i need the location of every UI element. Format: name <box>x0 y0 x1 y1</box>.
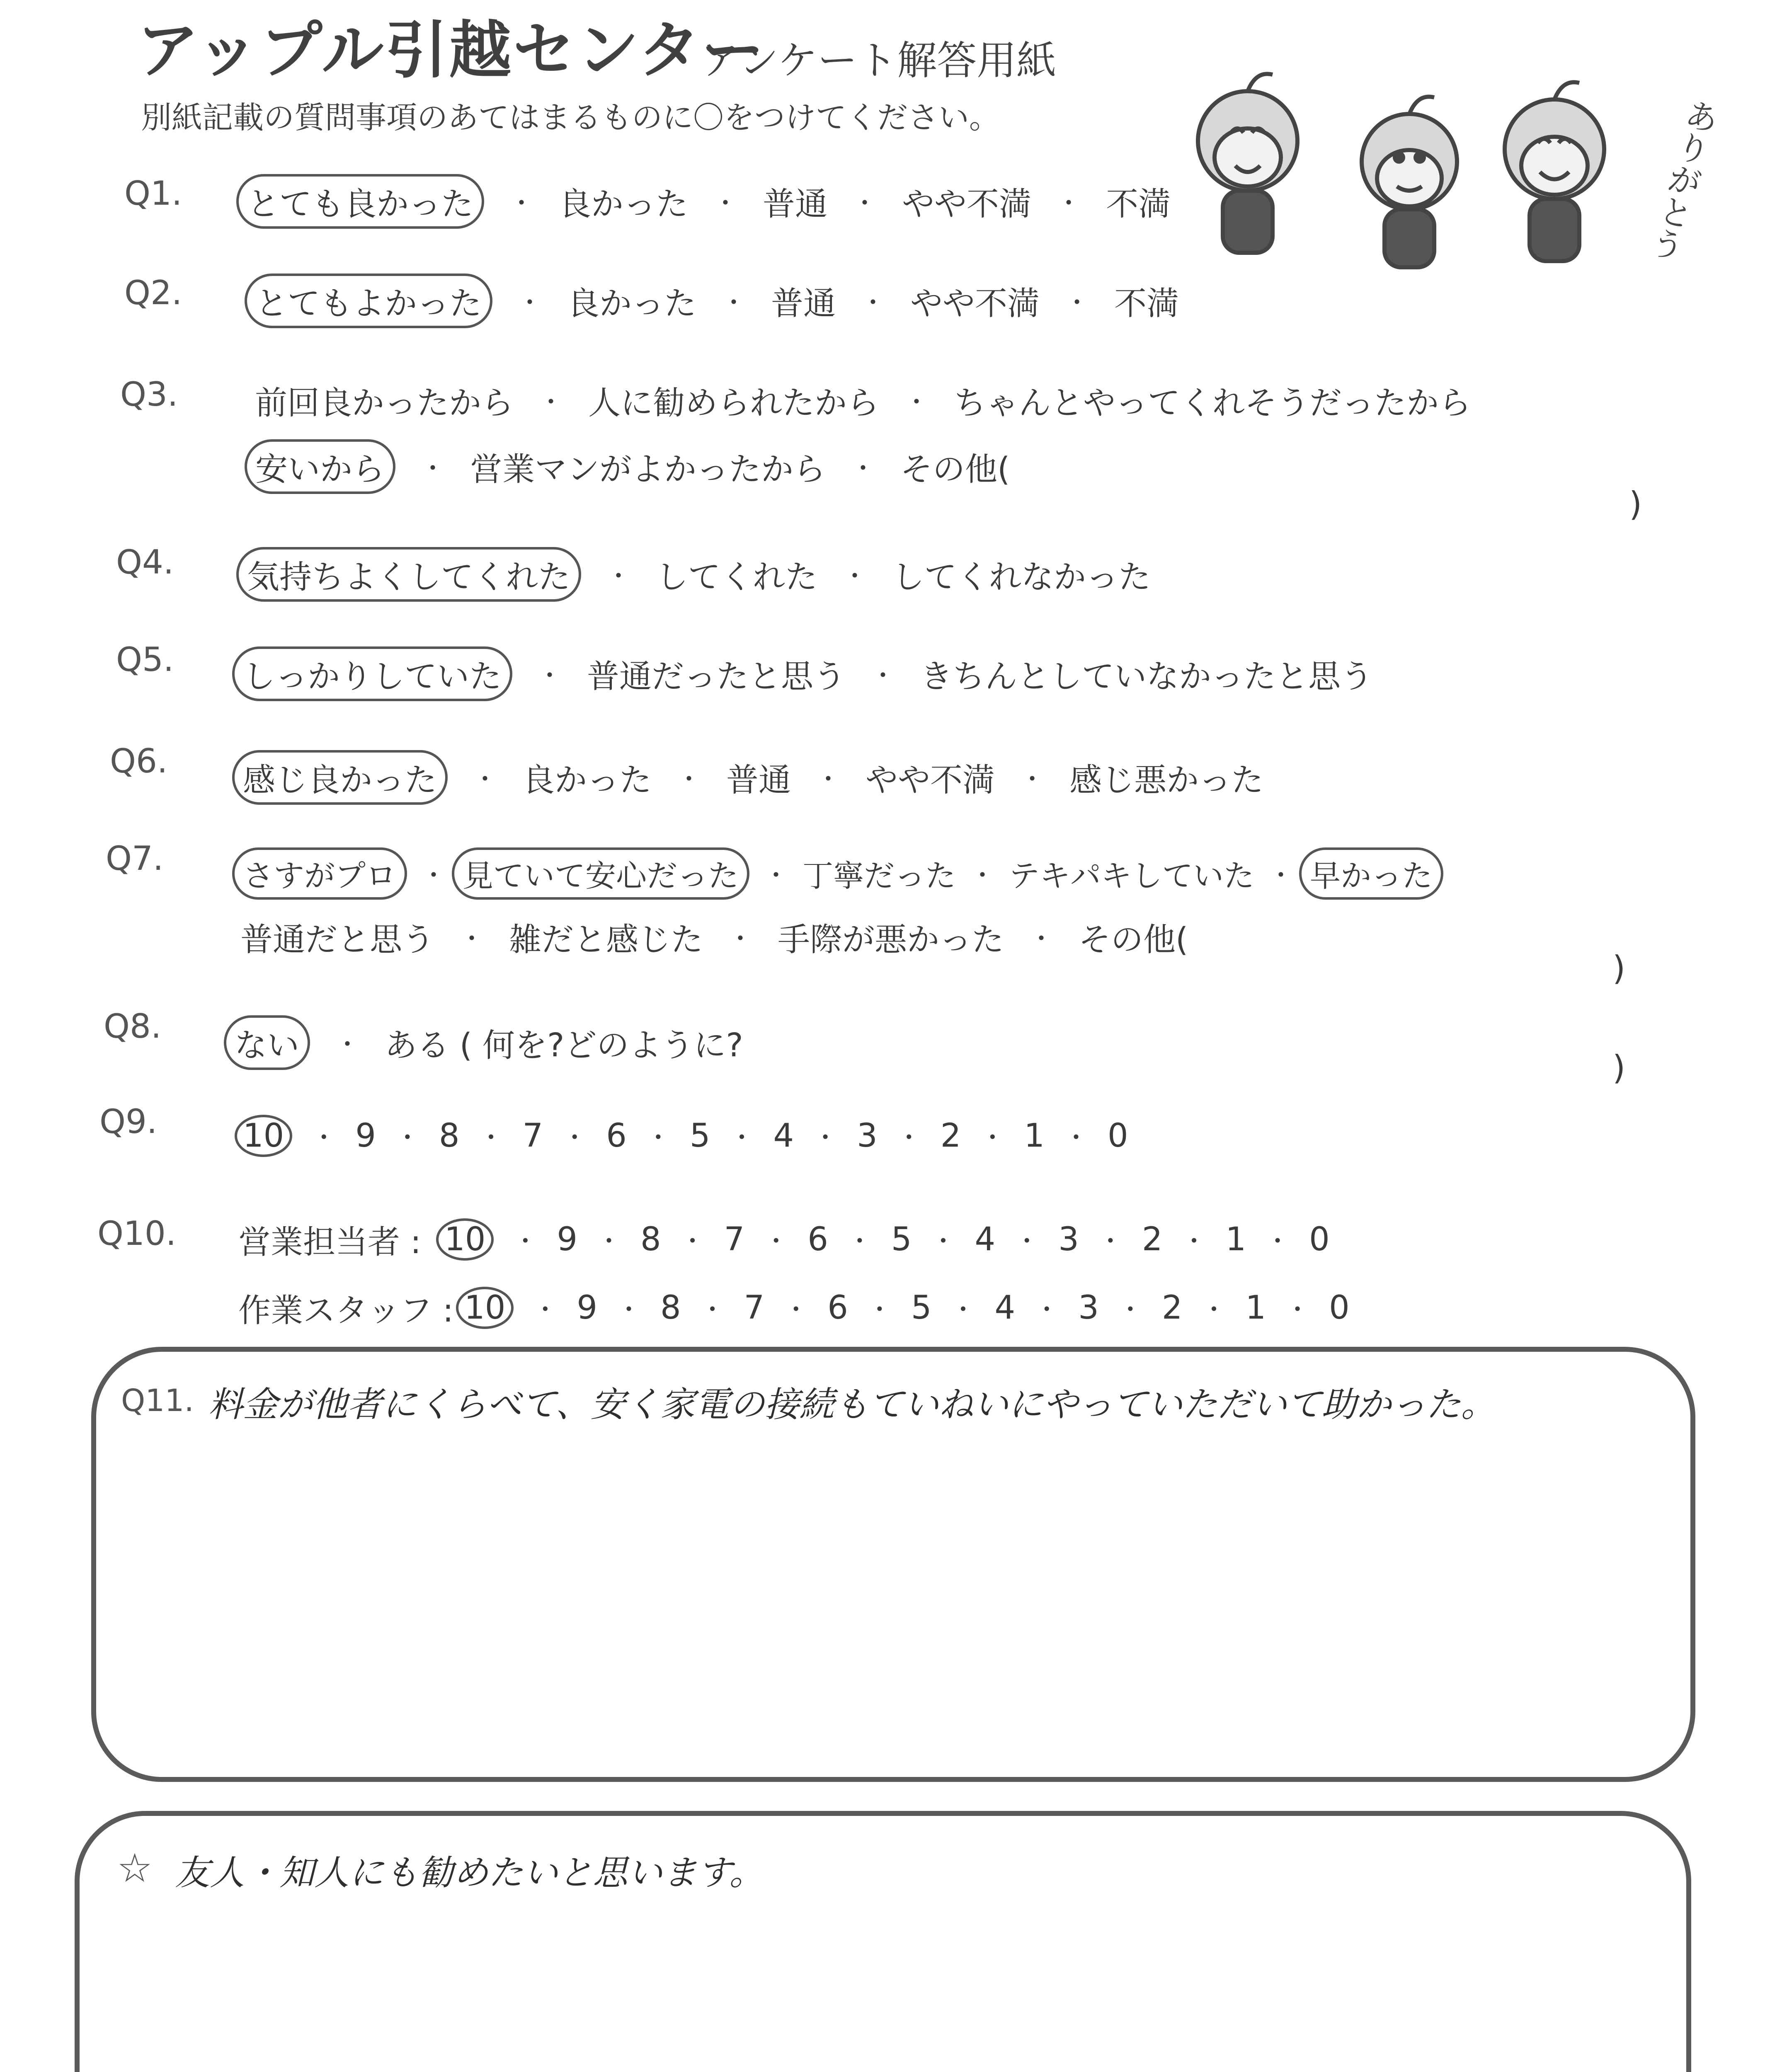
q10-sales-score-0[interactable]: 0 <box>1309 1221 1330 1258</box>
recommend-answer: 友人・知人にも勧めたいと思います。 <box>175 1852 764 1893</box>
q10-sales-score-2[interactable]: 2 <box>1142 1221 1163 1258</box>
q10-sales-score-6[interactable]: 6 <box>807 1221 828 1258</box>
q9-score-5[interactable]: 5 <box>689 1117 710 1155</box>
q10-staff-score-1[interactable]: 1 <box>1245 1289 1266 1326</box>
q5-option-3[interactable]: きちんとしていなかったと思う <box>920 658 1373 695</box>
q9-score-4[interactable]: 4 <box>773 1117 794 1155</box>
q1-option-5[interactable]: 不満 <box>1106 186 1171 223</box>
q6-option-3[interactable]: 普通 <box>726 762 791 799</box>
q10-staff-score-9[interactable]: 9 <box>577 1289 597 1326</box>
q9-score-10[interactable]: 10 <box>235 1115 292 1157</box>
q4-option-1[interactable]: 気持ちよくしてくれた <box>236 547 581 602</box>
q9-scale: 10 ・ 9 ・ 8 ・ 7 ・ 6 ・ 5 ・ 4 ・ 3 ・ 2 ・ 1 ・ 0 <box>240 1115 1128 1157</box>
q10-sales-score-1[interactable]: 1 <box>1225 1221 1246 1258</box>
mascot-illustration <box>1152 41 1733 274</box>
q1-option-2[interactable]: 良かった <box>559 186 689 223</box>
q3-label: Q3. <box>120 375 178 414</box>
q1-option-4[interactable]: やや不満 <box>902 186 1032 223</box>
mascot-caption: ありがとう <box>1642 94 1722 265</box>
q8-option-1[interactable]: ない <box>224 1015 310 1070</box>
q5-option-2[interactable]: 普通だったと思う <box>587 658 846 695</box>
q10-sales-score-5[interactable]: 5 <box>891 1221 912 1258</box>
q10-sales-score-10[interactable]: 10 <box>436 1218 494 1261</box>
q6-option-4[interactable]: やや不満 <box>866 762 995 799</box>
q6-label: Q6. <box>110 742 168 780</box>
form-title: アップル引越センター <box>137 15 766 87</box>
q11-answer: 料金が他者にくらべて、安く家電の接続もていねいにやっていただいて助かった。 <box>208 1384 1496 1425</box>
q1-option-3[interactable]: 普通 <box>763 186 828 223</box>
instruction-text: 別紙記載の質問事項のあてはまるものに〇をつけてください。 <box>141 100 1000 136</box>
q10-sales-score-4[interactable]: 4 <box>975 1221 996 1258</box>
q2-option-3[interactable]: 普通 <box>771 285 836 322</box>
q3-option-1[interactable]: 前回良かったから <box>255 385 514 422</box>
q10-sales-score-7[interactable]: 7 <box>724 1221 745 1258</box>
q7-option-3[interactable]: 丁寧だった <box>803 858 956 894</box>
q10-sales-score-3[interactable]: 3 <box>1058 1221 1079 1258</box>
q7-label: Q7. <box>106 839 164 878</box>
q4-option-2[interactable]: してくれた <box>656 559 818 596</box>
q10-staff-score-4[interactable]: 4 <box>994 1289 1016 1326</box>
q9-label: Q9. <box>99 1102 158 1141</box>
q10-sales-score-9[interactable]: 9 <box>557 1221 577 1258</box>
q8-option-2[interactable]: ある ( 何を?どのように? <box>385 1027 743 1064</box>
q9-score-1[interactable]: 1 <box>1024 1117 1045 1155</box>
q1-option-1[interactable]: とても良かった <box>236 174 484 229</box>
q7-option-4[interactable]: テキパキしていた <box>1009 858 1254 894</box>
q8-options: ない ・ ある ( 何を?どのように? <box>232 1015 743 1070</box>
q10-staff-score-2[interactable]: 2 <box>1161 1289 1183 1326</box>
q10-staff-score-7[interactable]: 7 <box>744 1289 765 1326</box>
q10-sales-label: 営業担当者 : <box>238 1224 422 1261</box>
q10-staff-score-0[interactable]: 0 <box>1329 1289 1350 1326</box>
q6-option-5[interactable]: 感じ悪かった <box>1069 762 1264 799</box>
q7-options-line1: さすがプロ ・ 見ていて安心だった ・ 丁寧だった ・ テキパキしていた ・ 早かった <box>240 847 1443 900</box>
q8-close-paren: ) <box>1612 1048 1626 1087</box>
q10-staff-score-3[interactable]: 3 <box>1078 1289 1099 1326</box>
q9-score-2[interactable]: 2 <box>940 1117 961 1155</box>
recommend-comment-box[interactable] <box>75 1811 1691 2072</box>
q4-option-3[interactable]: してくれなかった <box>892 559 1151 596</box>
q2-option-2[interactable]: 良かった <box>567 285 697 322</box>
q3-options-line2: 安いから ・ 営業マンがよかったから ・ その他( <box>253 439 1010 494</box>
q1-options: とても良かった ・ 良かった ・ 普通 ・ やや不満 ・ 不満 <box>245 174 1171 229</box>
q9-score-3[interactable]: 3 <box>857 1117 878 1155</box>
q7-options-line2: 普通だと思う ・ 雑だと感じた ・ 手際が悪かった ・ その他( <box>240 914 1188 960</box>
q6-option-2[interactable]: 良かった <box>522 762 652 799</box>
q2-option-4[interactable]: やや不満 <box>910 285 1040 322</box>
q9-score-7[interactable]: 7 <box>522 1117 543 1155</box>
q10-sales-score-8[interactable]: 8 <box>640 1221 661 1258</box>
q10-staff-label: 作業スタッフ : <box>238 1292 454 1329</box>
q10-label: Q10. <box>97 1214 177 1253</box>
q10-staff-row: 作業スタッフ : 10 ・ 9 ・ 8 ・ 7 ・ 6 ・ 5 ・ 4 ・ 3 ・ 2 ・ 1 ・ 0 <box>238 1285 1350 1331</box>
q3-option-3[interactable]: ちゃんとやってくれそうだったから <box>954 385 1472 422</box>
q2-label: Q2. <box>124 274 182 312</box>
form-subtitle: アンケート解答用紙 <box>701 37 1057 84</box>
q8-label: Q8. <box>104 1007 162 1046</box>
q9-score-6[interactable]: 6 <box>606 1117 627 1155</box>
q7-option-1[interactable]: さすがプロ <box>232 847 407 900</box>
q3-option-6[interactable]: その他( <box>900 451 1010 488</box>
q4-label: Q4. <box>116 543 174 581</box>
q10-staff-score-6[interactable]: 6 <box>827 1289 848 1326</box>
q3-option-5[interactable]: 営業マンがよかったから <box>470 451 826 488</box>
q3-close-paren: ) <box>1629 485 1642 523</box>
q4-options: 気持ちよくしてくれた ・ してくれた ・ してくれなかった <box>245 547 1151 602</box>
q3-options-line1: 前回良かったから ・ 人に勧められたから ・ ちゃんとやってくれそうだったから <box>255 377 1471 424</box>
q10-staff-score-10[interactable]: 10 <box>456 1287 514 1329</box>
q3-option-2[interactable]: 人に勧められたから <box>588 385 880 422</box>
star-icon: ☆ <box>117 1845 153 1891</box>
q2-option-1[interactable]: とてもよかった <box>245 274 492 328</box>
q7-option-8[interactable]: 手際が悪かった <box>778 921 1004 959</box>
q3-option-4[interactable]: 安いから <box>245 439 395 494</box>
q5-options: しっかりしていた ・ 普通だったと思う ・ きちんとしていなかったと思う <box>240 646 1373 701</box>
q1-label: Q1. <box>124 174 182 213</box>
q7-option-5[interactable]: 早かった <box>1299 847 1443 900</box>
q11-label: Q11. <box>121 1383 194 1418</box>
q10-staff-score-5[interactable]: 5 <box>911 1289 932 1326</box>
q5-label: Q5. <box>116 640 174 679</box>
q5-option-1[interactable]: しっかりしていた <box>232 646 512 701</box>
q11-comment-box[interactable] <box>91 1347 1695 1782</box>
q7-option-7[interactable]: 雑だと感じた <box>509 921 703 959</box>
q7-option-6[interactable]: 普通だと思う <box>240 921 435 959</box>
q7-close-paren: ) <box>1612 949 1626 988</box>
q7-option-2[interactable]: 見ていて安心だった <box>452 847 749 900</box>
q6-options: 感じ良かった ・ 良かった ・ 普通 ・ やや不満 ・ 感じ悪かった <box>240 750 1263 805</box>
q2-option-5[interactable]: 不満 <box>1114 285 1179 322</box>
q2-options: とてもよかった ・ 良かった ・ 普通 ・ やや不満 ・ 不満 <box>253 274 1179 328</box>
q10-sales-row: 営業担当者 : 10 ・ 9 ・ 8 ・ 7 ・ 6 ・ 5 ・ 4 ・ 3 ・ 2 ・ 1 ・ 0 <box>238 1216 1330 1263</box>
q7-option-9[interactable]: その他( <box>1079 921 1188 959</box>
q6-option-1[interactable]: 感じ良かった <box>232 750 448 805</box>
q9-score-0[interactable]: 0 <box>1108 1117 1128 1155</box>
q10-staff-score-8[interactable]: 8 <box>660 1289 681 1326</box>
q9-score-9[interactable]: 9 <box>355 1117 376 1155</box>
q9-score-8[interactable]: 8 <box>439 1117 460 1155</box>
